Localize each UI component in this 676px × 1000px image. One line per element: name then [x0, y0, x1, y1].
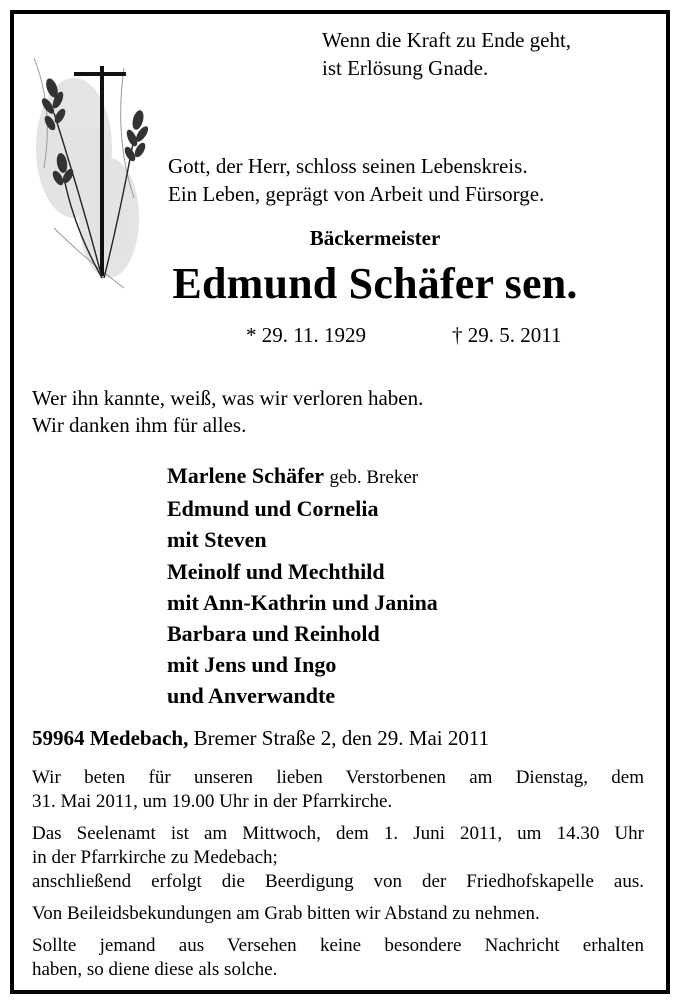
verse-line: Ein Leben, geprägt von Arbeit und Fürsorge. [168, 182, 545, 206]
general-notice [32, 934, 644, 982]
mourner-nee: geb. Breker [329, 467, 419, 488]
death-date: † 29. 5. 2011 [452, 323, 562, 347]
mourner-line: mit Steven [167, 527, 267, 553]
motto-line: Wenn die Kraft zu Ende geht, [322, 28, 572, 52]
deceased-name: Edmund Schäfer sen. [172, 259, 578, 308]
mourners-list [167, 460, 438, 712]
deceased-title: Bäckermeister [309, 226, 441, 250]
mourner-name: Marlene Schäfer [167, 463, 324, 488]
mourner-line: und Anverwandte [167, 683, 336, 709]
motto-line: ist Erlösung Gnade. [322, 56, 489, 80]
requiem-line: Das Seelenamt ist am Mittwoch, dem 1. Juni 2011, um 14.30 Uhr [32, 823, 644, 844]
mourner-line: Edmund und Cornelia [167, 496, 379, 522]
motto [322, 26, 571, 82]
birth-date: * 29. 11. 1929 [246, 323, 366, 347]
remembrance-line: Wer ihn kannte, weiß, was wir verloren haben. [32, 386, 424, 410]
requiem-notice [32, 822, 644, 894]
mourner-line: mit Jens und Ingo [167, 652, 337, 678]
address-line [32, 724, 489, 752]
mourner-line: Barbara und Reinhold [167, 621, 380, 647]
verse [168, 152, 544, 208]
general-notice-line: Sollte jemand aus Versehen keine besondere Nachricht erhalten [32, 935, 644, 956]
mourner-line: mit Ann-Kathrin und Janina [167, 589, 438, 615]
prayer-line: 31. Mai 2011, um 19.00 Uhr in der Pfarrkirche. [32, 791, 393, 812]
mourner-line: Meinolf und Mechthild [167, 558, 385, 584]
general-notice-line: haben, so diene diese als solche. [32, 959, 278, 980]
mourner-line [167, 460, 438, 493]
condolence-notice [32, 902, 644, 926]
address-place: 59964 Medebach, [32, 726, 189, 750]
prayer-line: Wir beten für unseren lieben Verstorbenen am Dienstag, dem [32, 767, 644, 788]
requiem-line: anschließend erfolgt die Beerdigung von der Friedhofskapelle aus. [32, 871, 644, 892]
prayer-notice [32, 766, 644, 814]
address-rest: Bremer Straße 2, den 29. Mai 2011 [193, 726, 490, 750]
remembrance-line: Wir danken ihm für alles. [32, 413, 247, 437]
requiem-line: in der Pfarrkirche zu Medebach; [32, 847, 278, 868]
remembrance [32, 385, 423, 439]
verse-line: Gott, der Herr, schloss seinen Lebenskreis. [168, 154, 528, 178]
condolence-line: Von Beileidsbekundungen am Grab bitten wir Abstand zu nehmen. [32, 903, 540, 924]
